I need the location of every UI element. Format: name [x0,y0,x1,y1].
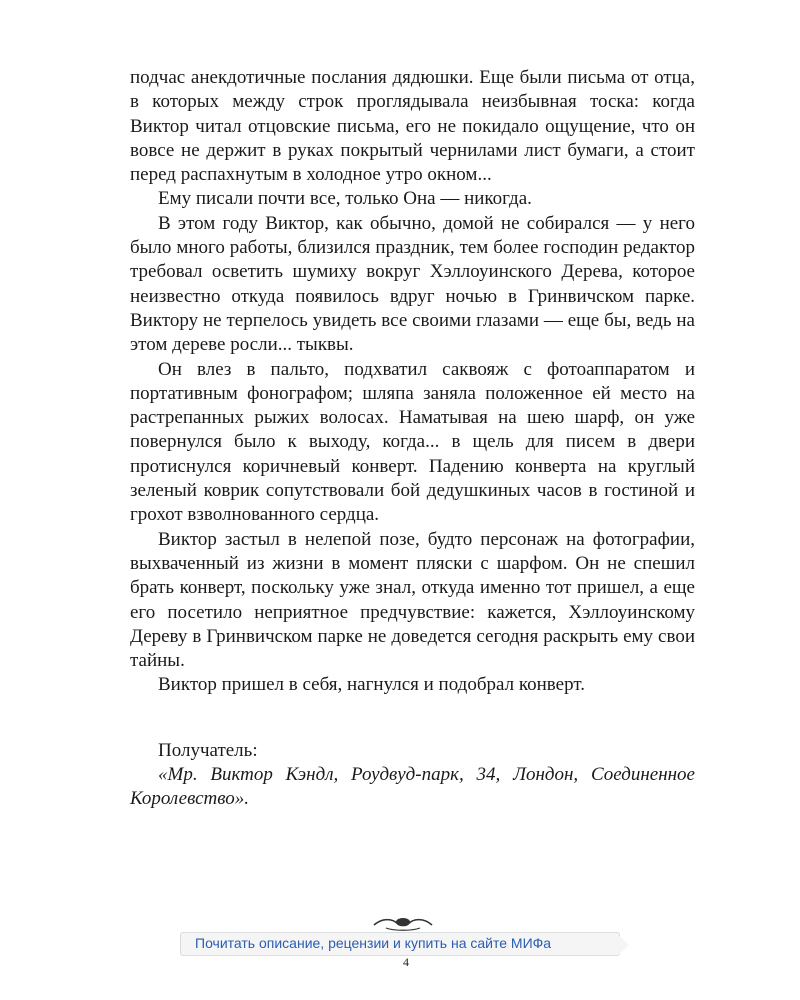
recipient-label: Получатель: [158,739,258,761]
page-body [130,66,695,812]
paragraph-2: Ему писали почти все, только Она — никогда. [158,188,532,210]
buy-link[interactable]: Почитать описание, рецензии и купить на сайте МИФа [195,935,552,951]
paragraph-4: Он влез в пальто, подхватил саквояж с фотоаппаратом и портативным фонографом; шляпа заняла положенное ей место на растрепанных рыжих волосах. Наматывая на шею шарф, он уже повернулся было к выходу, когда... в щель для писем в двери протиснулся коричневый конверт. Падению конверта на круглый зеленый коврик сопутствовали бой дедушкиных часов в гостиной и грохот взволнованного сердца. [130,358,695,526]
paragraph-5: Виктор застыл в нелепой позе, будто персонаж на фотографии, выхваченный из жизни в момент пляски с шарфом. Он не спешил брать конверт, поскольку уже знал, откуда именно тот пришел, а еще его посетило неприятное предчувствие: кажется, Хэллоуинскому Дереву в Гринвичском парке не доведется сегодня раскрыть ему свои тайны. [130,528,695,672]
paragraph-1: подчас анекдотичные послания дядюшки. Еще были письма от отца, в которых между строк проглядывала неизбывная тоска: когда Виктор читал отцовские письма, его не покидало ощущение, что он вовсе не держит в руках покрытый чернилами лист бумаги, а стоит перед распахнутым в холодное утро окном... [130,67,695,186]
flourish-ornament-icon [372,916,434,932]
buy-link-bar[interactable] [180,932,620,956]
recipient-address: «Мр. Виктор Кэндл, Роудвуд-парк, 34, Лондон, Соединенное Королевство». [130,764,695,810]
page-number: 4 [403,955,409,969]
paragraph-3: В этом году Виктор, как обычно, домой не собирался — у него было много работы, близился праздник, тем более господин редактор требовал осветить шумиху вокруг Хэллоуинского Дерева, которое неизвестно откуда появилось вдруг ночью в Гринвичском парке. Виктору не терпелось увидеть все своими глазами — еще бы, ведь на этом дереве росли... тыквы. [130,212,695,356]
paragraph-6: Виктор пришел в себя, нагнулся и подобрал конверт. [158,674,585,696]
